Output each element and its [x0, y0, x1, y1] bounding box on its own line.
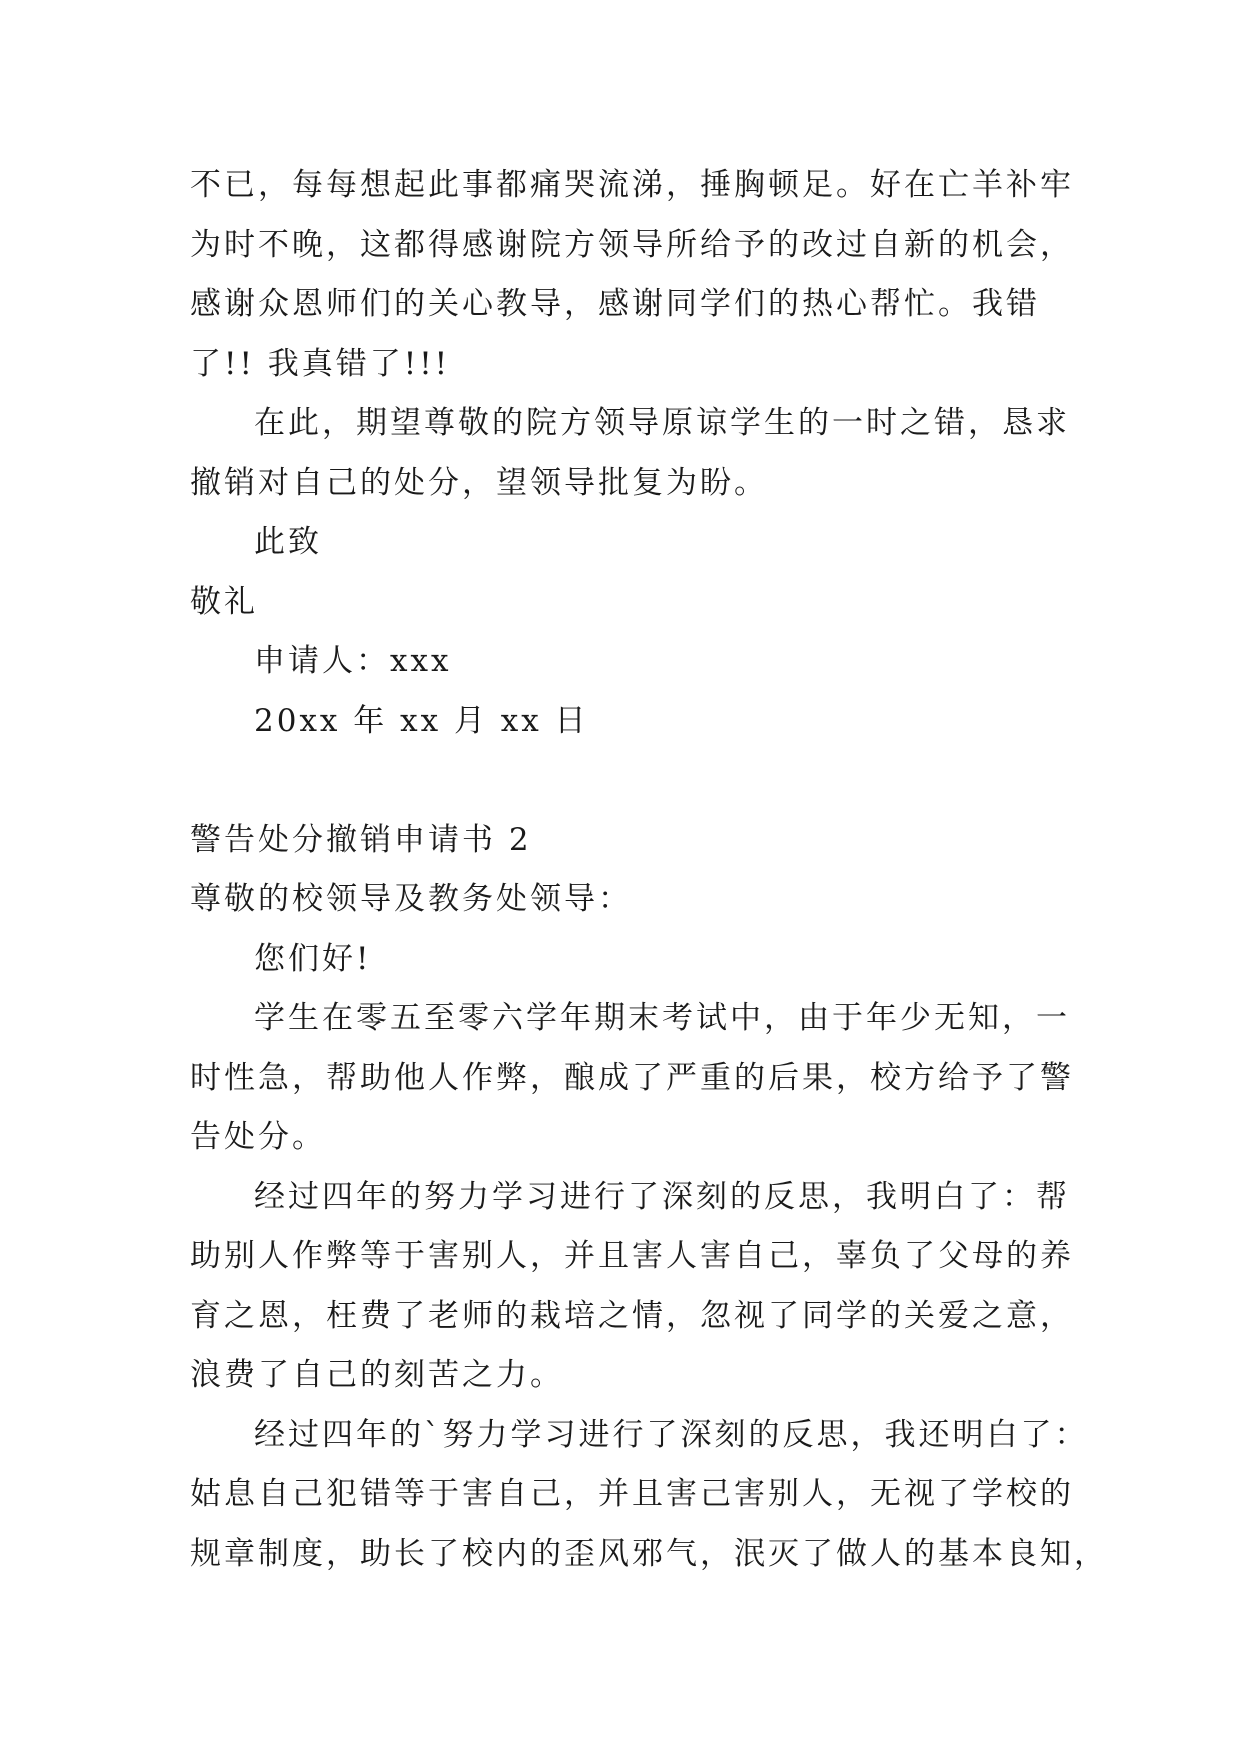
paragraph-line: 经过四年的努力学习进行了深刻的反思，我明白了：帮: [254, 1178, 1070, 1215]
document-body: [190, 156, 1108, 1584]
body-line: 为时不晚，这都得感谢院方领导所给予的改过自新的机会，: [190, 226, 1074, 263]
applicant-line: 申请人：xxx: [254, 643, 452, 679]
body-line: 姑息自己犯错等于害自己，并且害己害别人，无视了学校的: [190, 1476, 1074, 1512]
closing-respect: 敬礼: [190, 583, 258, 620]
greeting-line: 您们好!: [254, 940, 372, 977]
body-line: 感谢众恩师们的关心教导，感谢同学们的热心帮忙。我错: [190, 286, 1040, 322]
body-line: 不已，每每想起此事都痛哭流涕，捶胸顿足。好在亡羊补牢: [190, 167, 1074, 203]
blank-line: [190, 751, 1070, 811]
body-line: 助别人作弊等于害别人，并且害人害自己，辜负了父母的养: [190, 1238, 1074, 1274]
body-line: 时性急，帮助他人作弊，酿成了严重的后果，校方给予了警: [190, 1059, 1074, 1096]
date-line: 20xx 年 xx 月 xx 日: [254, 702, 589, 739]
section-title: 警告处分撤销申请书 2: [190, 821, 532, 858]
body-line: 浪费了自己的刻苦之力。: [190, 1357, 564, 1393]
paragraph-line: 学生在零五至零六学年期末考试中，由于年少无知，一: [254, 1000, 1070, 1036]
body-line: 育之恩，枉费了老师的栽培之情，忽视了同学的关爱之意，: [190, 1297, 1074, 1334]
addressee-line: 尊敬的校领导及教务处领导：: [190, 881, 632, 917]
paragraph-line: 在此，期望尊敬的院方领导原谅学生的一时之错，恳求: [254, 405, 1070, 441]
body-line: 规章制度，助长了校内的歪风邪气，泯灭了做人的基本良知，: [190, 1535, 1108, 1572]
paragraph-line: 经过四年的`努力学习进行了深刻的反思，我还明白了：: [254, 1416, 1089, 1453]
body-line: 告处分。: [190, 1119, 326, 1155]
body-line: 了!! 我真错了!!!: [190, 345, 451, 382]
closing-salutation: 此致: [254, 524, 322, 560]
body-line: 撤销对自己的处分，望领导批复为盼。: [190, 464, 768, 501]
